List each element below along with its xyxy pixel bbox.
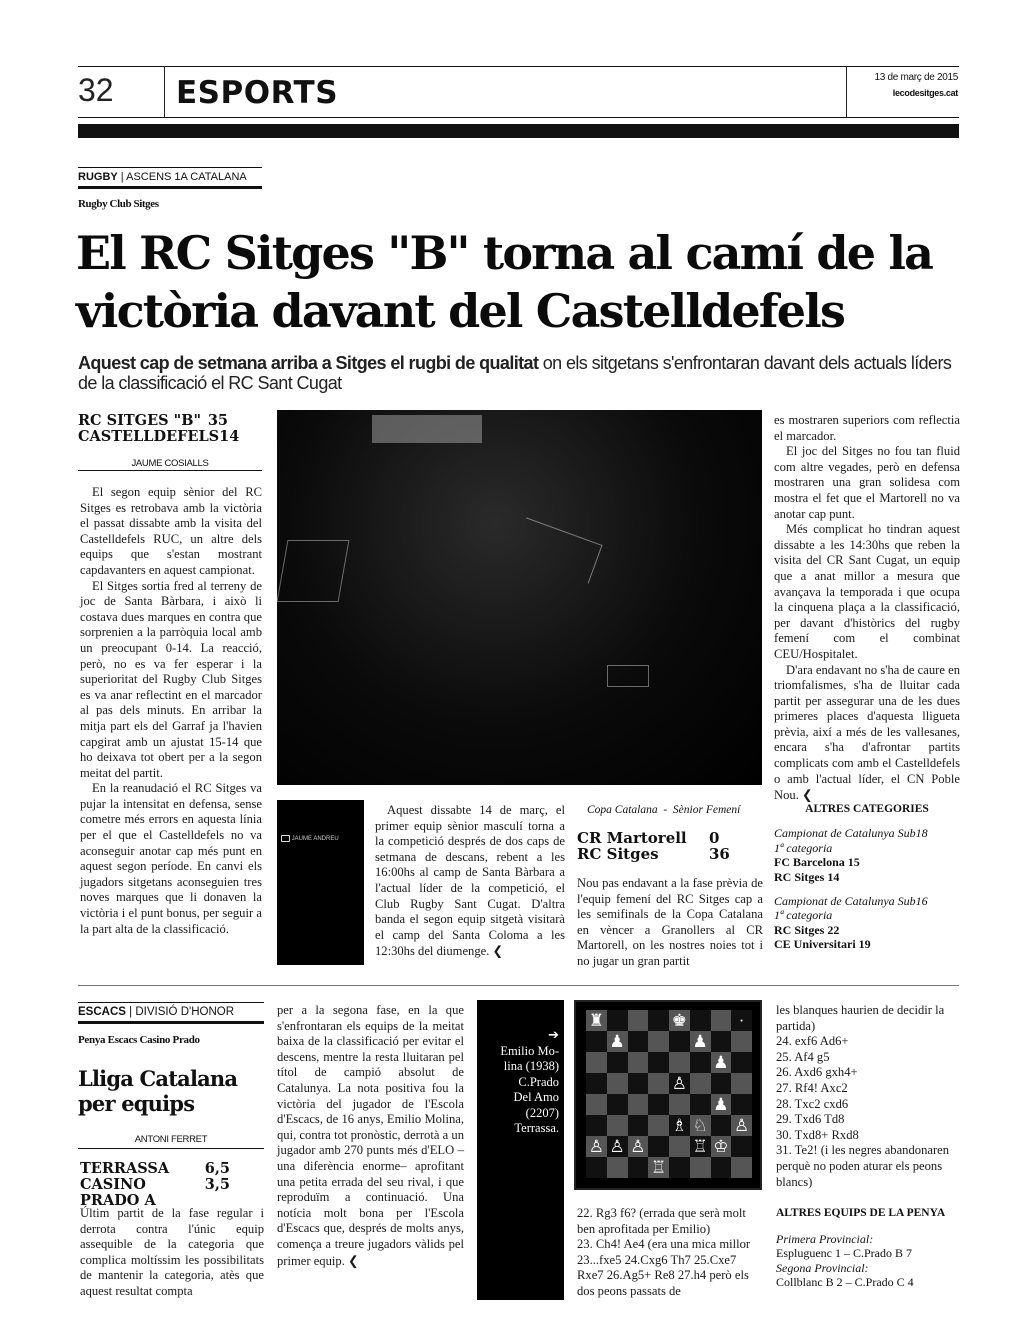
chess-square bbox=[669, 1157, 690, 1178]
chess-square bbox=[648, 1073, 669, 1094]
photo-credit bbox=[281, 835, 339, 842]
chess-square: ♙ bbox=[669, 1073, 690, 1094]
chess-grid bbox=[586, 1010, 752, 1178]
rugby-column-right bbox=[774, 413, 960, 804]
chess-square bbox=[669, 1031, 690, 1052]
rugby-photo bbox=[277, 410, 762, 785]
chess-square bbox=[669, 1052, 690, 1073]
paragraph: es mostraren superiors com reflectia el marcador. bbox=[774, 413, 960, 443]
chess-square: ♜ bbox=[586, 1010, 607, 1031]
chess-square bbox=[731, 1094, 752, 1115]
result: FC Barcelona 15 bbox=[774, 855, 860, 870]
arrow-right-icon: ➔ bbox=[548, 1028, 559, 1043]
result: RC Sitges 14 bbox=[774, 869, 840, 884]
score-row bbox=[577, 830, 737, 846]
rugby-subhead bbox=[78, 353, 968, 393]
chess-square: ♖ bbox=[648, 1157, 669, 1178]
chess-author: ANTONI FERRET bbox=[134, 1134, 208, 1145]
chess-square bbox=[711, 1115, 732, 1136]
chess-moves-1 bbox=[577, 1206, 763, 1300]
photo-player-shape bbox=[277, 540, 349, 602]
chess-square bbox=[607, 1073, 628, 1094]
league-name: Segona Provincial: bbox=[776, 1260, 869, 1275]
competition-category: 1ª categoria bbox=[774, 840, 833, 855]
rugby-score-box bbox=[78, 412, 240, 445]
photo-credit-name: JAUME ANDREU bbox=[291, 836, 339, 843]
rugby-column-1 bbox=[80, 485, 262, 937]
chess-square: ♙ bbox=[731, 1115, 752, 1136]
league-name: Primera Provincial: bbox=[776, 1232, 874, 1247]
chess-square bbox=[690, 1073, 711, 1094]
rugby-source: Rugby Club Sitges bbox=[78, 198, 159, 210]
competition-name: Campionat de Catalunya Sub18 bbox=[774, 826, 928, 841]
rugby-author: JAUME COSIALLS bbox=[131, 458, 209, 469]
paragraph: El segon equip sènior del RC Sitges es retrobava amb la victòria el passat dissabte amb la visita del Castelldefels RUC, un altre dels equips que s'estan mostrant capdavanters en aquest campionat. bbox=[80, 485, 262, 577]
competition-category: 1ª categoria bbox=[774, 908, 833, 923]
chess-square bbox=[669, 1136, 690, 1157]
move-line: 30. Txd8+ Rxd8 bbox=[776, 1127, 859, 1142]
chess-square: ♙ bbox=[586, 1136, 607, 1157]
chess-square: ♔ bbox=[711, 1136, 732, 1157]
chess-square bbox=[628, 1094, 649, 1115]
chess-square bbox=[648, 1115, 669, 1136]
chess-square bbox=[711, 1157, 732, 1178]
paragraph: D'ara endavant no s'ha de caure en triomfalismes, s'ha de lluitar cada partit per assegurar una de les dues primeres places d'aquesta lligueta prèvia, així a més de les vallesanes, encara s'ha d'afrontar partits complicats com amb el Castelldefels o amb l'actual líder, el CN Poble Nou. ❮ bbox=[774, 662, 960, 803]
headline-line-1: El RC Sitges "B" torna al camí de la bbox=[76, 226, 933, 280]
chess-caption-box bbox=[477, 1000, 564, 1300]
chess-square bbox=[607, 1115, 628, 1136]
chess-caption bbox=[479, 1028, 559, 1137]
camera-icon bbox=[281, 835, 290, 842]
caption-line: Del Amo bbox=[513, 1090, 559, 1104]
team-points: 6,5 bbox=[204, 1160, 230, 1177]
team-points: 0 bbox=[709, 829, 720, 847]
chess-headline bbox=[78, 1066, 268, 1116]
team-name: CR Martorell bbox=[577, 829, 687, 847]
kicker-league: DIVISIÓ D'HONOR bbox=[135, 1006, 235, 1018]
kicker-sport: RUGBY bbox=[78, 171, 118, 183]
move-line: 22. Rg3 f6? (errada que serà molt ben aprofitada per Emilio) bbox=[577, 1206, 746, 1236]
chess-score-box bbox=[80, 1161, 230, 1209]
paragraph: En la reanudació el RC Sitges va pujar la intensitat en defensa, sense cometre més errors en aquesta línia per el que el Castelldefels no va aconseguir anotar cap més punt en aquest segon període. En canvi els jugadors sitgetans aconseguien tres noves marques que li donaven la victòria i el punt bonus, per seguir a la part alta de la classificació. bbox=[80, 781, 262, 936]
chess-square bbox=[628, 1073, 649, 1094]
chess-square: ♙ bbox=[607, 1136, 628, 1157]
altres-equips-title: ALTRES EQUIPS DE LA PENYA bbox=[776, 1207, 946, 1219]
team-name: RC SITGES "B" bbox=[78, 412, 202, 429]
chess-square: ♙ bbox=[628, 1136, 649, 1157]
chess-square: ♗ bbox=[669, 1115, 690, 1136]
chess-square bbox=[586, 1115, 607, 1136]
chess-square bbox=[586, 1157, 607, 1178]
chess-square: ♟ bbox=[607, 1031, 628, 1052]
kicker-sport: ESCACS bbox=[78, 1006, 126, 1018]
paragraph: El Sitges sortia fred al terreny de joc de Santa Bàrbara, i això li costava dues marques en contra que sorprenien a la parròquia local amb un preocupant 0-14. La reacció, però, no es va fer esperar i la superioritat del Rugby Club Sitges es va anar reflectint en el marcador al pas dels minuts. En arribar la mitja part els del Garraf ja l'havien capgirat amb un ajustat 15-14 que ho deixava tot obert per a la segon meitat del partit. bbox=[80, 578, 262, 780]
team-name: TERRASSA bbox=[80, 1160, 170, 1177]
chess-square bbox=[648, 1052, 669, 1073]
kicker-divider: | bbox=[125, 1006, 136, 1018]
chess-square bbox=[690, 1094, 711, 1115]
chess-square bbox=[711, 1073, 732, 1094]
chess-square bbox=[586, 1031, 607, 1052]
chess-square bbox=[648, 1136, 669, 1157]
caption-line: (2207) bbox=[525, 1105, 559, 1120]
chess-square: ♟ bbox=[711, 1094, 732, 1115]
kicker-league: ASCENS 1A CATALANA bbox=[126, 171, 247, 183]
move-line: 25. Af4 g5 bbox=[776, 1049, 830, 1064]
paragraph: Nou pas endavant a la fase prèvia de l'equip femení del RC Sitges cap a les semifinals de la Copa Catalana en vèncer a Granollers al CR Martorell, on les nostres noies tot i no jugar un gran partit bbox=[577, 876, 763, 968]
chess-square bbox=[690, 1052, 711, 1073]
chess-square bbox=[628, 1031, 649, 1052]
chess-square: ♟ bbox=[690, 1031, 711, 1052]
photo-credit-box bbox=[277, 800, 364, 965]
altres-equips bbox=[776, 1206, 962, 1289]
paragraph: Més complicat ho tindran aquest dissabte a les 14:30hs que reben la visita del CR Sant Cugat, un equip que a anat millor a mesura que avançava la temporada i que ocupa la cinquena plaça a la classificació, per davant d'històrics del rugby femení com el combinat CEU/Hospitalet. bbox=[774, 522, 960, 661]
copa-title: Copa Catalana - Sènior Femení bbox=[587, 804, 741, 816]
chess-square: ♟ bbox=[711, 1052, 732, 1073]
headline-line-1: Lliga Catalana bbox=[78, 1066, 238, 1091]
chess-board bbox=[574, 1000, 762, 1190]
move-line: 31. Te2! (i les negres abandonaren perquè no poden aturar els peons blancs) bbox=[776, 1143, 950, 1189]
caption-line: lina (1938) bbox=[503, 1059, 559, 1073]
result: CE Universitari 19 bbox=[774, 937, 871, 952]
score-row bbox=[80, 1161, 230, 1177]
move-line: 23. Ch4! Ae4 (era una mica millor 23...fxe5 24.Cxg6 Th7 25.Cxe7 Rxe7 26.Ag5+ Re8 27.h4 però els dos peons passats de bbox=[577, 1237, 751, 1298]
team-points: 3,5 bbox=[204, 1176, 230, 1193]
kicker-divider: | bbox=[117, 171, 127, 183]
chess-square bbox=[690, 1010, 711, 1031]
chess-moves-2 bbox=[776, 1003, 960, 1190]
copa-paragraph bbox=[577, 876, 763, 970]
team-points: 35 bbox=[207, 412, 228, 429]
move-line: 24. exf6 Ad6+ bbox=[776, 1034, 849, 1049]
chess-square: ♖ bbox=[690, 1136, 711, 1157]
chess-kicker bbox=[78, 1005, 234, 1019]
paragraph: Aquest dissabte 14 de març, el primer equip sènior masculí torna a la competició després de dos caps de setmana de descans, rebent a les 16:00hs al camp de Santa Bàrbara a l'actual líder de la competició, el Club Rugby Sant Cugat. D'altra banda el segon equip sitgetà visitarà el camp del Santa Coloma a les 12:30hs del diumenge. ❮ bbox=[375, 803, 565, 959]
move-line: 29. Txd6 Td8 bbox=[776, 1112, 845, 1127]
paragraph: El joc del Sitges no fou tan fluid com altre vegades, però en defensa mostraren una gran solidesa com mostra el fet que el Martorell no va anotar cap punt. bbox=[774, 444, 960, 521]
score-row bbox=[80, 1177, 230, 1209]
end-mark: ❮ bbox=[348, 1252, 359, 1268]
chess-column-2 bbox=[277, 1003, 464, 1269]
altres-categories bbox=[774, 802, 960, 952]
headline-line-2: per equips bbox=[78, 1091, 195, 1116]
chess-square bbox=[628, 1052, 649, 1073]
chess-square bbox=[607, 1094, 628, 1115]
caption-line: Terrassa. bbox=[514, 1121, 559, 1135]
photo-highlight bbox=[372, 415, 482, 443]
move-line: 27. Rf4! Axc2 bbox=[776, 1080, 848, 1095]
chess-square bbox=[607, 1157, 628, 1178]
score-row bbox=[577, 846, 737, 862]
issue-date: 13 de març de 2015 bbox=[874, 72, 958, 83]
photo-player-shape bbox=[512, 517, 602, 583]
chess-square bbox=[669, 1094, 690, 1115]
page-number: 32 bbox=[78, 72, 114, 108]
chess-square bbox=[586, 1052, 607, 1073]
chess-square bbox=[648, 1094, 669, 1115]
chess-square bbox=[690, 1157, 711, 1178]
move-line: les blanques haurien de decidir la partida) bbox=[776, 1003, 945, 1033]
competition-group bbox=[774, 894, 960, 952]
move-line: 28. Txc2 cxd6 bbox=[776, 1096, 849, 1111]
chess-square: ♚ bbox=[669, 1010, 690, 1031]
caption-line: Emilio Mo- bbox=[500, 1043, 559, 1058]
chess-square bbox=[628, 1157, 649, 1178]
chess-square bbox=[731, 1052, 752, 1073]
end-mark: ❮ bbox=[802, 787, 813, 803]
website: lecodesitges.cat bbox=[892, 88, 958, 98]
league-result: Espluguenc 1 – C.Prado B 7 bbox=[776, 1246, 912, 1261]
chess-column-1 bbox=[80, 1206, 264, 1300]
photo-player-shape bbox=[607, 665, 649, 687]
subhead-rest: on els sitgetans s'enfrontaran davant dels actuals líders de la classificació el RC Sant Cugat bbox=[78, 353, 952, 393]
paragraph: Últim partit de la fase regular i derrota contra l'únic equip assequible de la categoria que complica moltíssim les possibilitats de mantenir la categoria, atès que aquest resultat compta bbox=[80, 1206, 264, 1298]
chess-square: ♘ bbox=[690, 1115, 711, 1136]
move-line: 26. Axd6 gxh4+ bbox=[776, 1065, 858, 1080]
competition-group bbox=[774, 826, 960, 884]
rugby-column-mid bbox=[375, 803, 565, 960]
chess-square bbox=[731, 1073, 752, 1094]
team-name: CASTELLDEFELS bbox=[78, 428, 220, 445]
league-result: Collblanc B 2 – C.Prado C 4 bbox=[776, 1274, 914, 1289]
altres-title: ALTRES CATEGORIES bbox=[805, 803, 929, 815]
chess-square bbox=[648, 1010, 669, 1031]
result: RC Sitges 22 bbox=[774, 922, 840, 937]
team-points: 36 bbox=[709, 845, 730, 863]
chess-square bbox=[628, 1010, 649, 1031]
chess-square: · bbox=[731, 1010, 752, 1031]
headline-line-2: victòria davant del Castelldefels bbox=[76, 284, 845, 338]
chess-square bbox=[607, 1010, 628, 1031]
chess-square bbox=[711, 1031, 732, 1052]
chess-source: Penya Escacs Casino Prado bbox=[78, 1034, 200, 1046]
chess-square bbox=[586, 1094, 607, 1115]
chess-square bbox=[731, 1136, 752, 1157]
rugby-headline bbox=[76, 224, 966, 340]
team-name: RC Sitges bbox=[577, 845, 659, 863]
chess-square bbox=[586, 1073, 607, 1094]
chess-square bbox=[711, 1010, 732, 1031]
rugby-kicker bbox=[78, 170, 247, 184]
team-name: CASINO PRADO A bbox=[80, 1176, 156, 1209]
paragraph: per a la segona fase, en la que s'enfrontaran els equips de la meitat baixa de la classificació per evitar el descens, mentre la resta lluitaran pel títol de campió absolut de Catalunya. La nota positiva fou la victòria del jugador de l'Escola d'Escacs, de 16 anys, Emilio Molina, qui, contra tot pronòstic, derrotà a un jugador amb 270 punts més d'ELO –una diferència enorme– aprofitant una petita errada del seu rival, i que reproduïm a continuació. Una notícia molt bona per l'Escola d'Escacs que, després de molts anys, comença a treure jugadors vàlids pel primer equip. ❮ bbox=[277, 1003, 464, 1268]
score-row bbox=[78, 413, 228, 429]
competition-name: Campionat de Catalunya Sub16 bbox=[774, 894, 928, 909]
copa-score-box bbox=[577, 830, 737, 862]
chess-square bbox=[628, 1115, 649, 1136]
end-mark: ❮ bbox=[492, 943, 504, 959]
subhead-bold: Aquest cap de setmana arriba a Sitges el rugbi de qualitat bbox=[78, 353, 539, 373]
chess-square bbox=[648, 1031, 669, 1052]
chess-square bbox=[607, 1052, 628, 1073]
team-points: 14 bbox=[219, 428, 240, 445]
chess-square bbox=[731, 1031, 752, 1052]
score-row bbox=[78, 428, 240, 445]
caption-line: C.Prado bbox=[518, 1074, 559, 1089]
chess-square bbox=[731, 1157, 752, 1178]
section-title: ESPORTS bbox=[176, 75, 339, 111]
